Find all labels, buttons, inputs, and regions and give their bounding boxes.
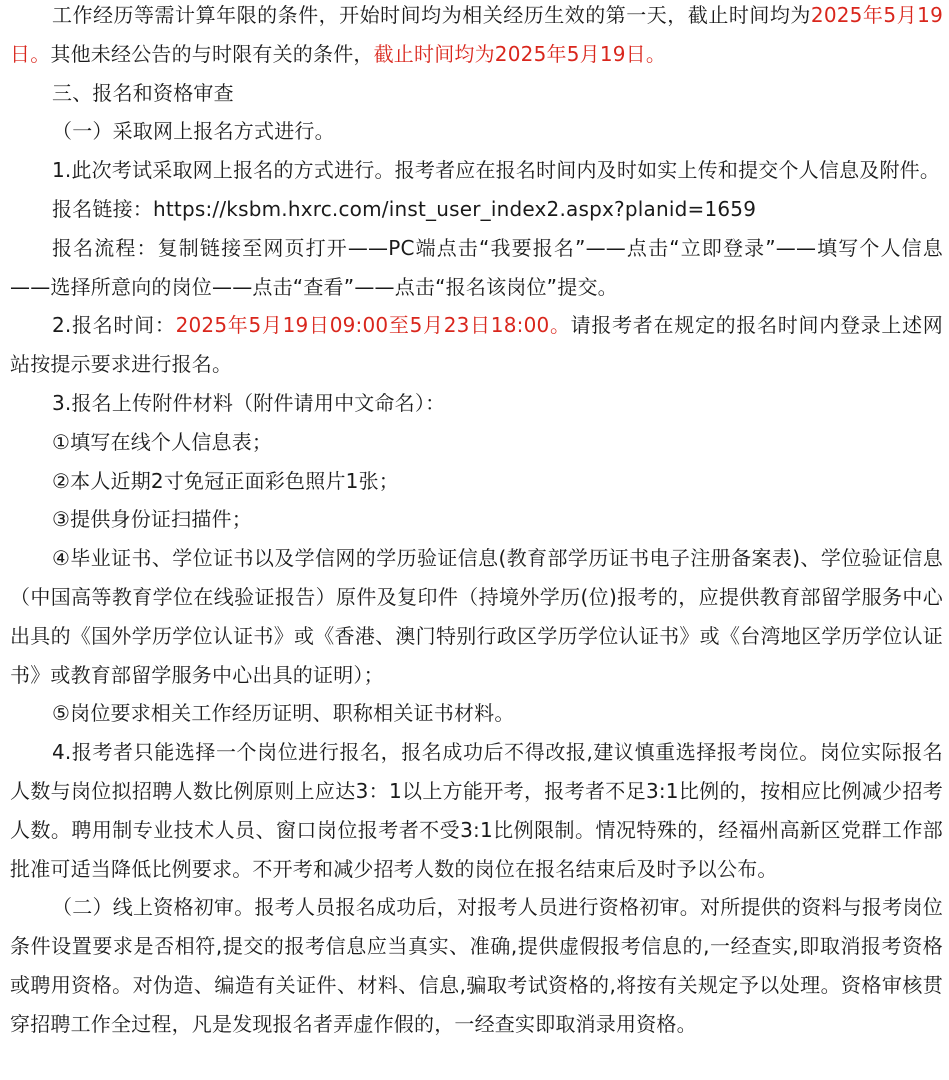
paragraph-1 [10, 0, 943, 74]
text-run: ③提供身份证扫描件； [52, 507, 252, 532]
text-run: 3.报名上传附件材料（附件请用中文命名）： [52, 390, 446, 415]
paragraph-9 [10, 423, 943, 462]
highlighted-text: 截止时间均为2025年5月19日。 [373, 41, 667, 66]
paragraph-7 [10, 306, 943, 384]
paragraph-10 [10, 462, 943, 501]
paragraph-6 [10, 229, 943, 307]
paragraph-3 [10, 112, 943, 151]
text-run: 1.此次考试采取网上报名的方式进行。报考者应在报名时间内及时如实上传和提交个人信息及附件。 [52, 158, 941, 183]
text-run: 其他未经公告的与时限有关的条件， [50, 41, 374, 66]
text-run: 工作经历等需计算年限的条件，开始时间均为相关经历生效的第一天，截止时间均为 [52, 3, 811, 27]
text-run: 2.报名时间： [52, 313, 176, 338]
text-run: 报名流程：复制链接至网页打开——PC端点击“我要报名”——点击“立即登录”——填写个人信息——选择所意向的岗位——点击“查看”——点击“报名该岗位”提交。 [10, 235, 943, 299]
paragraph-11 [10, 500, 943, 539]
text-run: ⑤岗位要求相关工作经历证明、职称相关证书材料。 [52, 701, 515, 726]
text-run: ①填写在线个人信息表； [52, 429, 273, 454]
paragraph-15 [10, 888, 943, 1043]
document-body [10, 0, 943, 1044]
paragraph-5 [10, 190, 943, 229]
paragraph-14 [10, 733, 943, 888]
paragraph-13 [10, 694, 943, 733]
text-run: ④毕业证书、学位证书以及学信网的学历验证信息(教育部学历证书电子注册备案表)、学位验证信息（中国高等教育学位在线验证报告）原件及复印件（持境外学历(位)报考的，应提供教育部留学服务中心出具的《国外学历学位认证书》或《香港、澳门特别行政区学历学位认证书》或《台湾地区学历学位认证书》或教育部留学服务中心出具的证明）； [10, 546, 943, 687]
text-run: ②本人近期2寸免冠正面彩色照片1张； [52, 468, 399, 493]
paragraph-12 [10, 539, 943, 694]
highlighted-text: 2025年5月19日。 [10, 3, 944, 66]
text-run: 三、报名和资格审查 [52, 80, 234, 105]
paragraph-8 [10, 384, 943, 423]
paragraph-2 [10, 74, 943, 113]
text-run: （一）采取网上报名方式进行。 [52, 119, 335, 144]
text-run: 4.报考者只能选择一个岗位进行报名，报名成功后不得改报,建议慎重选择报考岗位。岗位实际报名人数与岗位拟招聘人数比例原则上应达3：1以上方能开考，报考者不足3:1比例的，按相应比例减少招考人数。聘用制专业技术人员、窗口岗位报考者不受3:1比例限制。情况特殊的，经福州高新区党群工作部批准可适当降低比例要求。不开考和减少招考人数的岗位在报名结束后及时予以公布。 [10, 740, 943, 881]
highlighted-text: 2025年5月19日09:00至5月23日18:00。 [175, 313, 571, 338]
paragraph-4 [10, 151, 943, 190]
text-run: 报名链接：https://ksbm.hxrc.com/inst_user_index2.aspx?planid=1659 [52, 196, 757, 221]
text-run: 请报考者在规定的报名时间内登录上述网站按提示要求进行报名。 [10, 313, 943, 377]
text-run: （二）线上资格初审。报考人员报名成功后，对报考人员进行资格初审。对所提供的资料与报考岗位条件设置要求是否相符,提交的报考信息应当真实、准确,提供虚假报考信息的,一经查实,即取消报考资格或聘用资格。对伪造、编造有关证件、材料、信息,骗取考试资格的,将按有关规定予以处理。资格审核贯穿招聘工作全过程，凡是发现报名者弄虚作假的，一经查实即取消录用资格。 [10, 895, 943, 1036]
